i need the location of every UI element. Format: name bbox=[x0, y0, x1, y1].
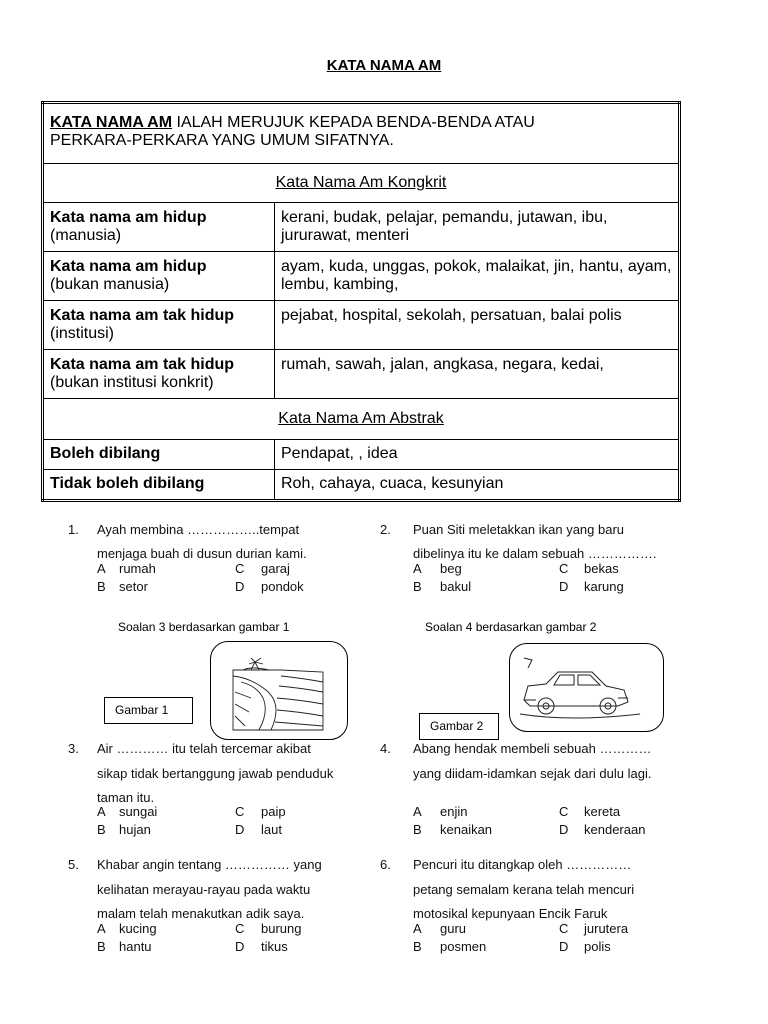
option-text: beg bbox=[440, 561, 462, 576]
konkrit-heading-text: Kata Nama Am Kongkrit bbox=[275, 174, 447, 191]
option-b[interactable] bbox=[97, 579, 148, 594]
question-line: dibelinya itu ke dalam sebuah ……………. bbox=[413, 546, 657, 561]
gambar-1-picture bbox=[210, 641, 348, 740]
option-d[interactable] bbox=[235, 939, 288, 954]
option-d[interactable] bbox=[559, 939, 611, 954]
option-letter: A bbox=[413, 804, 422, 819]
option-letter: C bbox=[235, 804, 245, 819]
option-letter: D bbox=[235, 822, 245, 837]
car-icon bbox=[510, 644, 663, 731]
option-text: kereta bbox=[584, 804, 621, 819]
page-title: KATA NAMA AM bbox=[326, 57, 442, 74]
option-text: polis bbox=[584, 939, 611, 954]
option-a[interactable] bbox=[97, 921, 157, 936]
option-a[interactable] bbox=[97, 804, 158, 819]
question-line: Pencuri itu ditangkap oleh …………… bbox=[413, 857, 632, 872]
option-letter: C bbox=[559, 804, 569, 819]
row-sub: (bukan manusia) bbox=[50, 276, 170, 293]
option-letter: B bbox=[97, 579, 106, 594]
option-text: laut bbox=[261, 822, 282, 837]
option-text: kucing bbox=[119, 921, 157, 936]
question-5 bbox=[68, 858, 368, 958]
option-c[interactable] bbox=[235, 804, 286, 819]
question-line: Ayah membina ……………..tempat bbox=[97, 522, 300, 537]
option-b[interactable] bbox=[97, 822, 151, 837]
question-line: Puan Siti meletakkan ikan yang baru bbox=[413, 522, 625, 537]
question-line: Abang hendak membeli sebuah ………… bbox=[413, 741, 652, 756]
row-label: Kata nama am hidup bbox=[50, 209, 207, 226]
option-letter: D bbox=[559, 822, 569, 837]
option-c[interactable] bbox=[559, 921, 629, 936]
option-c[interactable] bbox=[559, 561, 619, 576]
abstrak-row-value: Roh, cahaya, cuaca, kesunyian bbox=[275, 470, 680, 501]
intro-text-line1: IALAH MERUJUK KEPADA BENDA-BENDA ATAU bbox=[172, 114, 535, 131]
option-text: hujan bbox=[119, 822, 151, 837]
option-d[interactable] bbox=[235, 579, 304, 594]
intro-cell bbox=[43, 103, 680, 164]
option-letter: D bbox=[559, 939, 569, 954]
row-sub: (manusia) bbox=[50, 227, 122, 244]
option-text: hantu bbox=[119, 939, 152, 954]
option-text: enjin bbox=[440, 804, 468, 819]
option-letter: B bbox=[413, 579, 422, 594]
question-number: 3. bbox=[68, 741, 79, 756]
question-line: Air ………… itu telah tercemar akibat bbox=[97, 741, 311, 756]
option-text: jurutera bbox=[584, 921, 629, 936]
row-label: Kata nama am tak hidup bbox=[50, 356, 235, 373]
option-a[interactable] bbox=[413, 921, 467, 936]
row-label: Kata nama am tak hidup bbox=[50, 307, 235, 324]
caption-soalan-3: Soalan 3 berdasarkan gambar 1 bbox=[118, 620, 290, 634]
abstrak-row-value: Pendapat, , idea bbox=[275, 440, 680, 470]
option-letter: A bbox=[413, 561, 422, 576]
option-c[interactable] bbox=[235, 921, 302, 936]
konkrit-row-value: rumah, sawah, jalan, angkasa, negara, kedai, bbox=[275, 350, 680, 399]
question-number: 4. bbox=[380, 741, 391, 756]
option-text: pondok bbox=[261, 579, 304, 594]
question-number: 2. bbox=[380, 522, 391, 537]
option-text: tikus bbox=[261, 939, 288, 954]
option-letter: D bbox=[235, 579, 245, 594]
option-text: paip bbox=[261, 804, 286, 819]
question-1 bbox=[68, 523, 368, 603]
question-2 bbox=[380, 523, 720, 603]
option-letter: C bbox=[559, 561, 569, 576]
question-number: 6. bbox=[380, 857, 391, 872]
option-c[interactable] bbox=[559, 804, 621, 819]
question-line: petang semalam kerana telah mencuri bbox=[413, 882, 635, 897]
question-line: motosikal kepunyaan Encik Faruk bbox=[413, 906, 608, 921]
abstrak-row-label: Boleh dibilang bbox=[43, 440, 275, 470]
option-text: sungai bbox=[119, 804, 158, 819]
question-4 bbox=[380, 742, 720, 842]
konkrit-row-value: ayam, kuda, unggas, pokok, malaikat, jin, hantu, ayam, lembu, kambing, bbox=[275, 252, 680, 301]
option-b[interactable] bbox=[413, 579, 472, 594]
question-number: 1. bbox=[68, 522, 79, 537]
question-line: menjaga buah di dusun durian kami. bbox=[97, 546, 307, 561]
option-letter: C bbox=[235, 561, 245, 576]
question-6 bbox=[380, 858, 720, 958]
question-line: yang diidam-idamkan sejak dari dulu lagi. bbox=[413, 766, 652, 781]
option-text: posmen bbox=[440, 939, 487, 954]
option-a[interactable] bbox=[413, 561, 462, 576]
option-text: karung bbox=[584, 579, 624, 594]
option-text: burung bbox=[261, 921, 302, 936]
konkrit-heading bbox=[43, 164, 680, 203]
konkrit-row-label bbox=[43, 252, 275, 301]
option-text: bekas bbox=[584, 561, 619, 576]
gambar-2-label: Gambar 2 bbox=[419, 713, 499, 740]
row-label: Kata nama am hidup bbox=[50, 258, 207, 275]
konkrit-row-value: kerani, budak, pelajar, pemandu, jutawan, ibu, jururawat, menteri bbox=[275, 203, 680, 252]
question-number: 5. bbox=[68, 857, 79, 872]
question-3 bbox=[68, 742, 368, 842]
intro-text-line2: PERKARA-PERKARA YANG UMUM SIFATNYA. bbox=[50, 132, 394, 149]
option-text: rumah bbox=[119, 561, 156, 576]
option-text: guru bbox=[440, 921, 467, 936]
option-letter: B bbox=[413, 939, 422, 954]
option-letter: B bbox=[413, 822, 422, 837]
option-letter: A bbox=[413, 921, 422, 936]
gambar-2-picture bbox=[509, 643, 664, 732]
option-text: kenderaan bbox=[584, 822, 646, 837]
row-sub: (institusi) bbox=[50, 325, 115, 342]
option-b[interactable] bbox=[97, 939, 152, 954]
option-d[interactable] bbox=[559, 822, 646, 837]
option-letter: D bbox=[235, 939, 245, 954]
konkrit-row-label bbox=[43, 350, 275, 399]
abstrak-heading-text: Kata Nama Am Abstrak bbox=[278, 410, 444, 427]
abstrak-row-label: Tidak boleh dibilang bbox=[43, 470, 275, 501]
river-scene-icon bbox=[211, 642, 347, 739]
option-text: bakul bbox=[440, 579, 472, 594]
option-letter: B bbox=[97, 939, 106, 954]
option-letter: C bbox=[559, 921, 569, 936]
option-letter: A bbox=[97, 804, 106, 819]
question-line: malam telah menakutkan adik saya. bbox=[97, 906, 305, 921]
option-text: garaj bbox=[261, 561, 290, 576]
option-letter: A bbox=[97, 561, 106, 576]
option-b[interactable] bbox=[413, 822, 493, 837]
option-letter: A bbox=[97, 921, 106, 936]
option-text: kenaikan bbox=[440, 822, 493, 837]
konkrit-row-label bbox=[43, 301, 275, 350]
caption-soalan-4: Soalan 4 berdasarkan gambar 2 bbox=[425, 620, 597, 634]
option-letter: D bbox=[559, 579, 569, 594]
question-line: taman itu. bbox=[97, 790, 155, 805]
option-text: setor bbox=[119, 579, 148, 594]
gambar-1-label: Gambar 1 bbox=[104, 697, 193, 724]
kata-nama-am-table bbox=[41, 101, 681, 502]
option-c[interactable] bbox=[235, 561, 290, 576]
option-b[interactable] bbox=[413, 939, 487, 954]
abstrak-heading bbox=[43, 399, 680, 440]
row-sub: (bukan institusi konkrit) bbox=[50, 374, 214, 391]
konkrit-row-label bbox=[43, 203, 275, 252]
question-line: Khabar angin tentang …………… yang bbox=[97, 857, 322, 872]
intro-term: KATA NAMA AM bbox=[50, 114, 173, 131]
option-letter: C bbox=[235, 921, 245, 936]
option-d[interactable] bbox=[559, 579, 624, 594]
option-letter: B bbox=[97, 822, 106, 837]
question-line: kelihatan merayau-rayau pada waktu bbox=[97, 882, 311, 897]
question-line: sikap tidak bertanggung jawab penduduk bbox=[97, 766, 334, 781]
option-d[interactable] bbox=[235, 822, 282, 837]
konkrit-row-value: pejabat, hospital, sekolah, persatuan, balai polis bbox=[275, 301, 680, 350]
option-a[interactable] bbox=[413, 804, 468, 819]
option-a[interactable] bbox=[97, 561, 156, 576]
